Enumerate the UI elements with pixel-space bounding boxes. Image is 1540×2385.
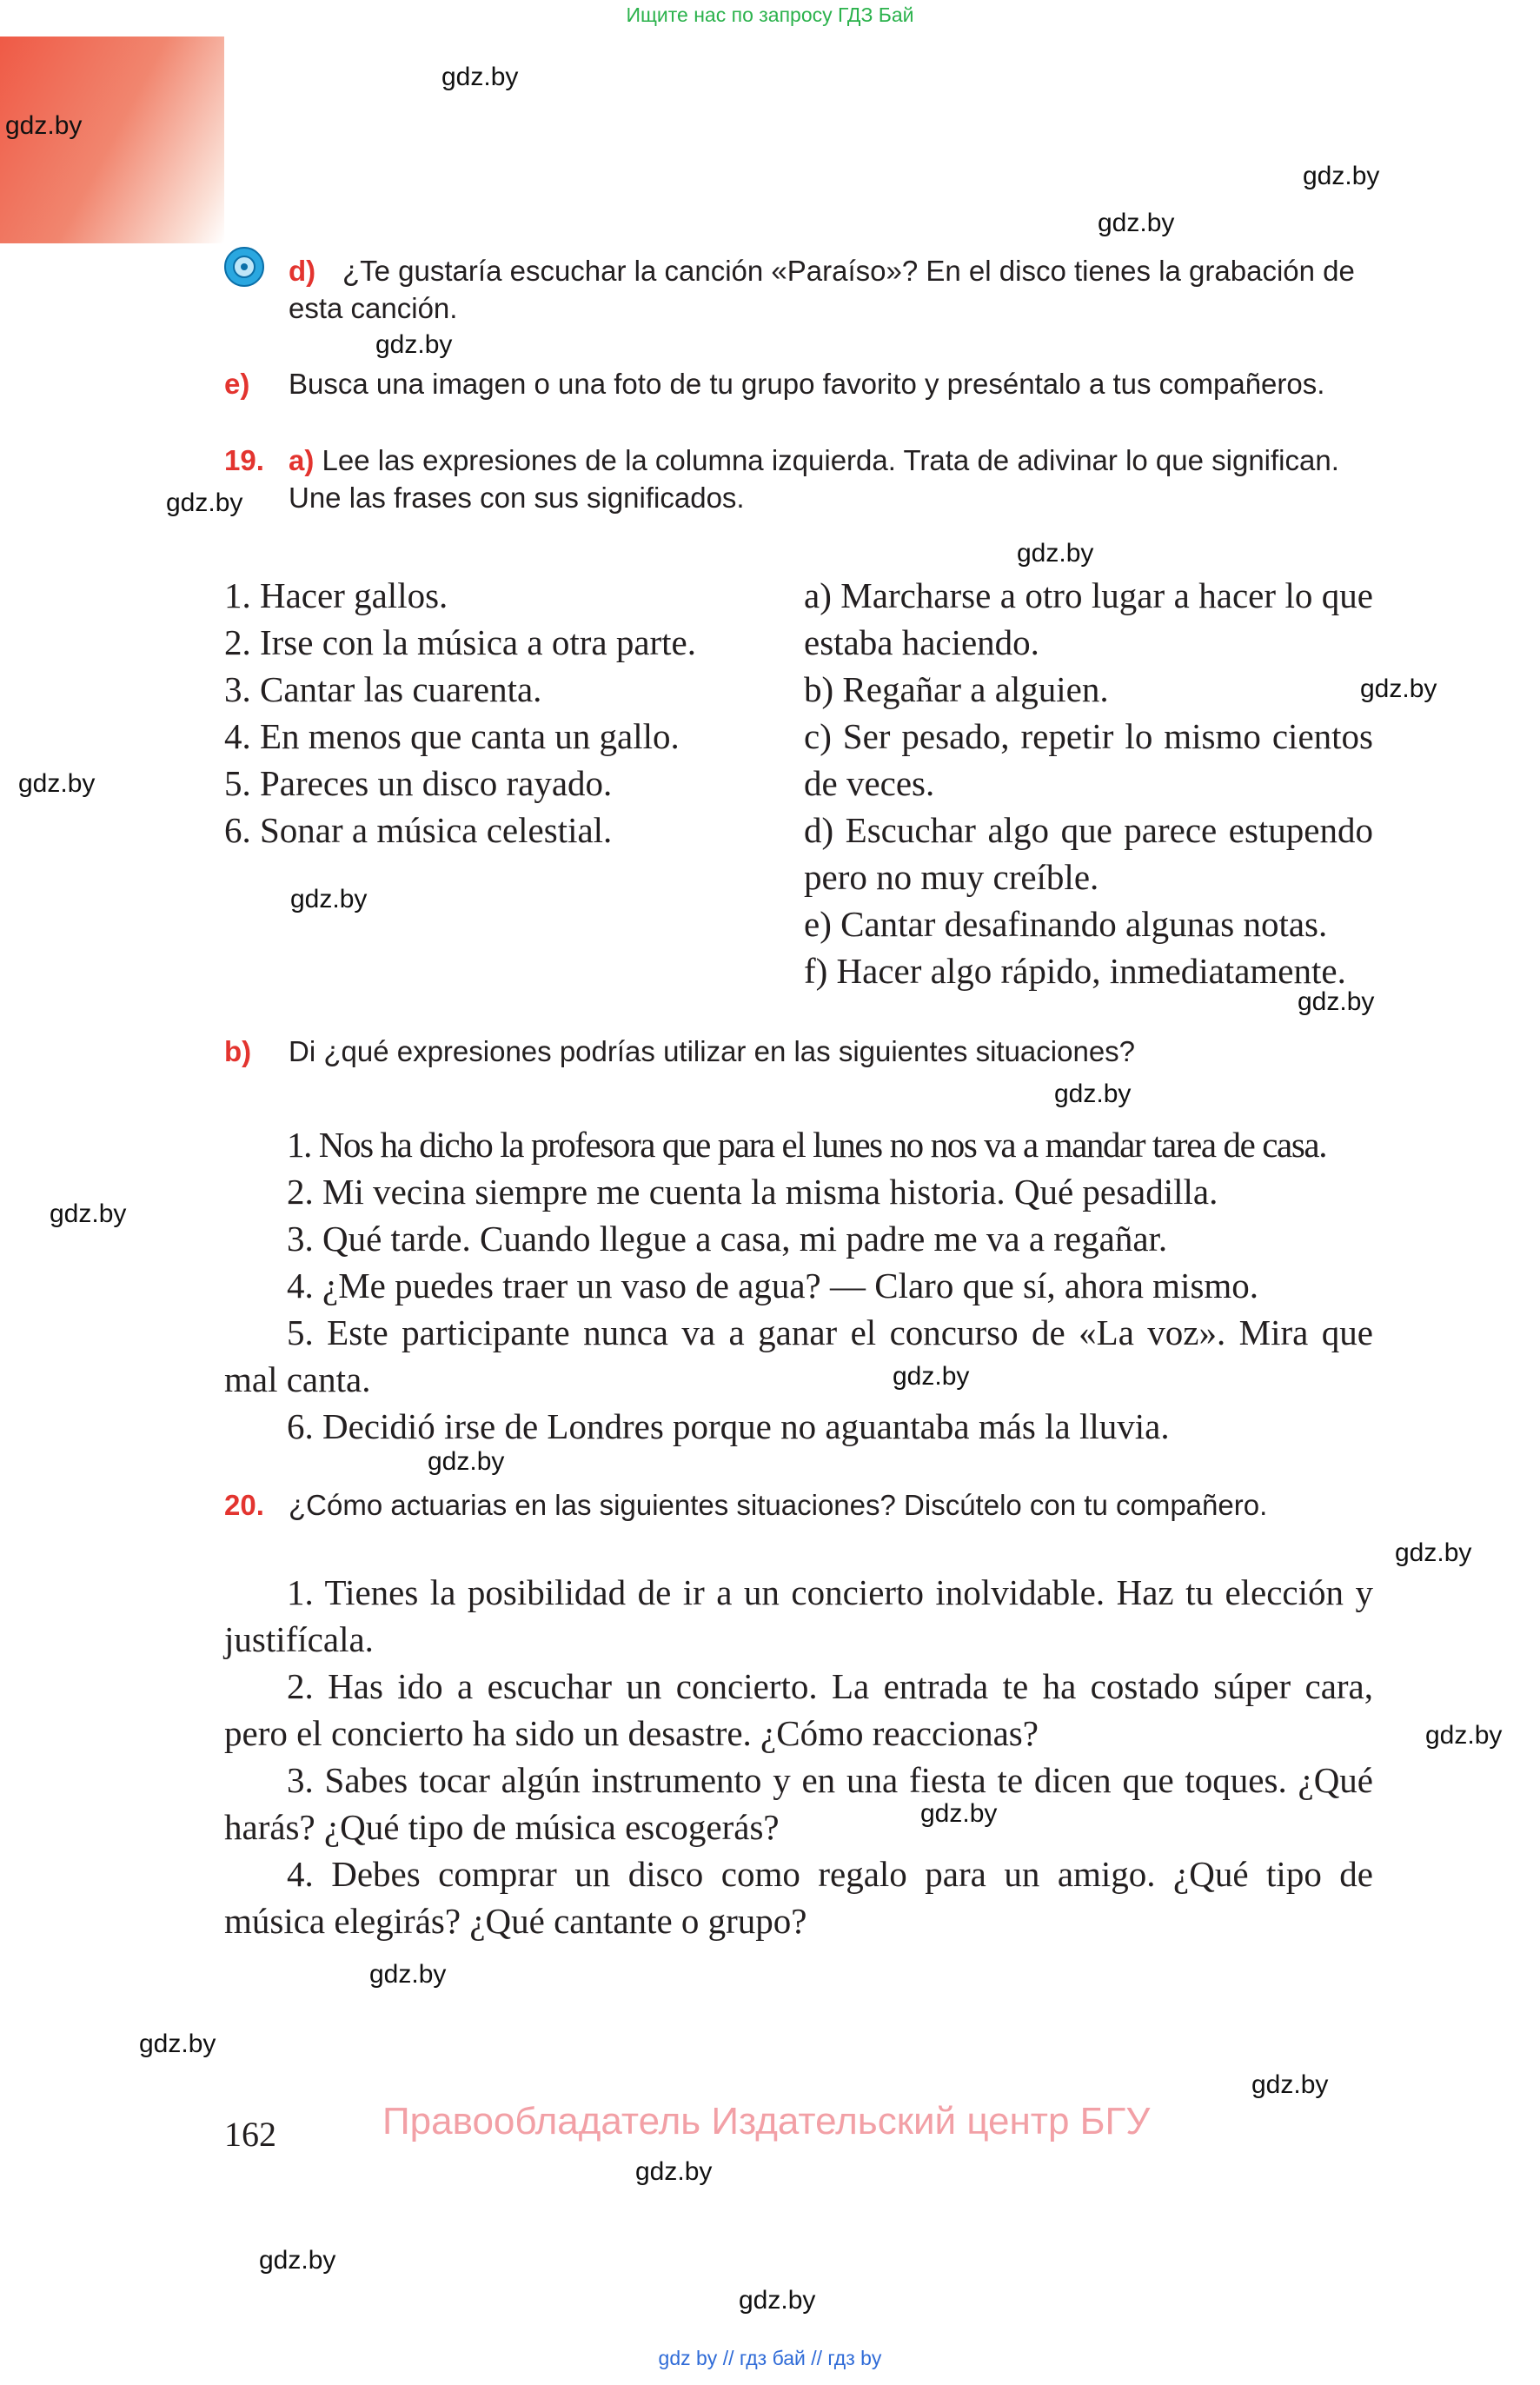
situation-item: 1. Nos ha dicho la profesora que para el lunes no nos va a mandar tarea de casa. (287, 1125, 1327, 1165)
situation-item: 2. Has ido a escuchar un concierto. La entrada te ha costado súper cara, pero el concierto ha sido un desastre. ¿Cómo reaccionas? (224, 1666, 1373, 1753)
watermark: gdz.by (139, 2030, 216, 2058)
expression-item: 4. En menos que canta un gallo. (224, 716, 680, 756)
ex19-part-b-label: b) (224, 1035, 252, 1067)
expression-item: 5. Pareces un disco rayado. (224, 763, 613, 803)
item-d-text: ¿Te gustaría escuchar la canción «Paraíso»? En el disco tienes la grabación de esta canción. (289, 255, 1355, 324)
watermark: gdz.by (166, 488, 243, 517)
item-d-label: d) (289, 255, 316, 287)
watermark: gdz.by (1395, 1538, 1472, 1567)
watermark: gdz.by (1298, 987, 1375, 1016)
ex19-part-a (289, 442, 1366, 516)
watermark: gdz.by (635, 2157, 713, 2186)
situation-item: 5. Este participante nunca va a ganar el concurso de «La voz». Mira que mal canta. (224, 1312, 1373, 1399)
situations-list-20 (224, 1569, 1373, 1944)
watermark: gdz.by (441, 63, 519, 91)
copyright-footer: Правообладатель Издательский центр БГУ (382, 2100, 1151, 2143)
ex20-instruction: ¿Cómo actuarias en las siguientes situaciones? Discútelo con tu compañero. (289, 1489, 1268, 1521)
watermark: gdz.by (428, 1447, 505, 1476)
meaning-item: c) Ser pesado, repetir lo mismo cientos de veces. (804, 716, 1373, 803)
expression-item: 6. Sonar a música celestial. (224, 810, 613, 850)
situation-item: 1. Tienes la posibilidad de ir a un concierto inolvidable. Haz tu elección y justifícala. (224, 1572, 1373, 1659)
situation-item: 4. Debes comprar un disco como regalo para un amigo. ¿Qué tipo de música elegirás? ¿Qué cantante o grupo? (224, 1854, 1373, 1941)
situation-item: 3. Qué tarde. Cuando llegue a casa, mi padre me va a regañar. (287, 1219, 1168, 1259)
watermark: gdz.by (5, 111, 83, 140)
watermark: gdz.by (1251, 2070, 1329, 2099)
watermark: gdz.by (1054, 1080, 1132, 1108)
situation-item: 6. Decidió irse de Londres porque no aguantaba más la lluvia. (287, 1406, 1170, 1446)
item-e-label: e) (224, 368, 250, 400)
watermark: gdz.by (50, 1199, 127, 1228)
ex19-number: 19. (224, 444, 264, 476)
top-search-link[interactable]: Ищите нас по запросу ГДЗ Бай (626, 3, 914, 26)
situation-item: 4. ¿Me puedes traer un vaso de agua? — Claro que sí, ahora mismo. (287, 1266, 1259, 1305)
meaning-item: d) Escuchar algo que parece estupendo pero no muy creíble. (804, 810, 1373, 897)
item-e-text: Busca una imagen o una foto de tu grupo favorito y preséntalo a tus compañeros. (289, 368, 1325, 400)
ex20-number: 20. (224, 1489, 264, 1521)
expressions-list (224, 572, 780, 854)
meaning-item: b) Regañar a alguien. (804, 669, 1109, 709)
ex19-part-a-text: Lee las expresiones de la columna izquierda. Trata de adivinar lo que significan. Une las frases con sus significados. (289, 444, 1339, 514)
watermark: gdz.by (1017, 539, 1094, 568)
watermark: gdz.by (375, 330, 453, 359)
watermark: gdz.by (1303, 162, 1380, 190)
watermark: gdz.by (739, 2286, 816, 2315)
situation-item: 3. Sabes tocar algún instrumento y en una fiesta te dicen que toques. ¿Qué harás? ¿Qué tipo de música escogerás? (224, 1760, 1373, 1847)
watermark: gdz.by (1360, 674, 1437, 703)
watermark: gdz.by (290, 885, 368, 913)
expression-item: 2. Irse con la música a otra parte. (224, 622, 697, 662)
expression-item: 1. Hacer gallos. (224, 575, 448, 615)
meanings-list (804, 572, 1373, 994)
audio-disc-icon[interactable] (224, 247, 264, 287)
watermark: gdz.by (893, 1362, 970, 1391)
bottom-links[interactable]: gdz by // гдз бай // гдз by (658, 2347, 882, 2369)
meaning-item: f) Hacer algo rápido, inmediatamente. (804, 951, 1346, 991)
watermark: gdz.by (18, 769, 96, 798)
item-d-body (289, 252, 1366, 327)
situation-item: 2. Mi vecina siempre me cuenta la misma historia. Qué pesadilla. (287, 1172, 1218, 1212)
watermark: gdz.by (1425, 1721, 1503, 1750)
ex19-part-a-label: a) (289, 444, 315, 476)
watermark: gdz.by (369, 1960, 447, 1989)
meaning-item: a) Marcharse a otro lugar a hacer lo que estaba haciendo. (804, 575, 1373, 662)
watermark: gdz.by (259, 2246, 336, 2275)
watermark: gdz.by (920, 1799, 998, 1828)
situations-list-b (224, 1121, 1373, 1450)
meaning-item: e) Cantar desafinando algunas notas. (804, 904, 1328, 944)
watermark: gdz.by (1098, 209, 1175, 237)
page-number: 162 (224, 2115, 276, 2154)
expression-item: 3. Cantar las cuarenta. (224, 669, 542, 709)
ex19-part-b-text: Di ¿qué expresiones podrías utilizar en las siguientes situaciones? (289, 1035, 1136, 1067)
